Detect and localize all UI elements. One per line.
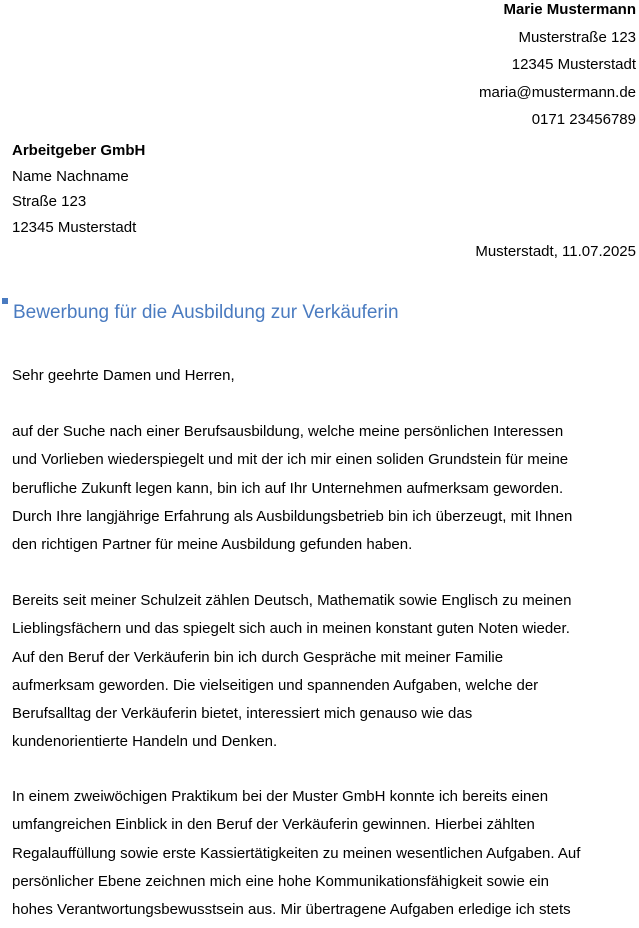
sender-phone: 0171 23456789: [531, 111, 636, 128]
paragraph-line: Regalauffüllung sowie erste Kassiertätigkeiten zu meinen wesentlichen Aufgaben. Auf: [12, 844, 581, 862]
paragraph-line: Auf den Beruf der Verkäuferin bin ich durch Gespräche mit meiner Familie: [12, 648, 504, 666]
paragraph-line: umfangreichen Einblick in den Beruf der Verkäuferin gewinnen. Hierbei zählten: [12, 816, 535, 834]
salutation: Sehr geehrte Damen und Herren,: [12, 367, 235, 384]
paragraph-line: Durch Ihre langjährige Erfahrung als Ausbildungsbetrieb bin ich überzeugt, mit Ihnen: [12, 507, 573, 525]
paragraph-line: kundenorientierte Handeln und Denken.: [12, 733, 278, 751]
letter-subject: Bewerbung für die Ausbildung zur Verkäuferin: [13, 302, 399, 323]
paragraph-line: und Vorlieben wiederspiegelt und mit der ich mir einen soliden Grundstein für meine: [12, 451, 569, 469]
recipient-contact: Name Nachname: [12, 167, 129, 185]
letter-date: Musterstadt, 11.07.2025: [475, 243, 636, 260]
paragraph-line: Bereits seit meiner Schulzeit zählen Deutsch, Mathematik sowie Englisch zu meinen: [12, 592, 572, 609]
body-paragraph-1: [12, 422, 632, 563]
sender-address: [479, 0, 636, 138]
paragraph-line: In einem zweiwöchigen Praktikum bei der Muster GmbH konnte ich bereits einen: [12, 788, 549, 805]
paragraph-line: hohes Verantwortungsbewusstsein aus. Mir übertragene Aufgaben erledige ich stets: [12, 901, 571, 919]
body-paragraph-3: [12, 787, 632, 928]
recipient-address: [12, 141, 145, 243]
recipient-street: Straße 123: [12, 193, 87, 210]
subject-marker-icon: [2, 298, 8, 304]
paragraph-line: persönlicher Ebene zeichnen mich eine hohe Kommunikationsfähigkeit sowie ein: [12, 872, 549, 890]
paragraph-line: auf der Suche nach einer Berufsausbildung, welche meine persönlichen Interessen: [12, 423, 564, 440]
paragraph-line: berufliche Zukunft legen kann, bin ich auf Ihr Unternehmen aufmerksam geworden.: [12, 479, 564, 497]
body-paragraph-2: [12, 591, 632, 761]
paragraph-line: Lieblingsfächern und das spiegelt sich auch in meinen konstant guten Noten wieder.: [12, 620, 570, 638]
paragraph-line: aufmerksam geworden. Die vielseitigen und spannenden Aufgaben, welche der: [12, 676, 539, 694]
paragraph-line: den richtigen Partner für meine Ausbildung gefunden haben.: [12, 536, 413, 554]
recipient-company: Arbeitgeber GmbH: [12, 142, 146, 159]
recipient-city: 12345 Musterstadt: [12, 218, 137, 236]
sender-name: Marie Mustermann: [503, 1, 636, 18]
sender-city: 12345 Musterstadt: [511, 56, 636, 73]
paragraph-line: Berufsalltag der Verkäuferin bietet, interessiert mich genauso wie das: [12, 705, 473, 723]
sender-email: maria@mustermann.de: [479, 83, 636, 101]
sender-street: Musterstraße 123: [518, 28, 636, 46]
